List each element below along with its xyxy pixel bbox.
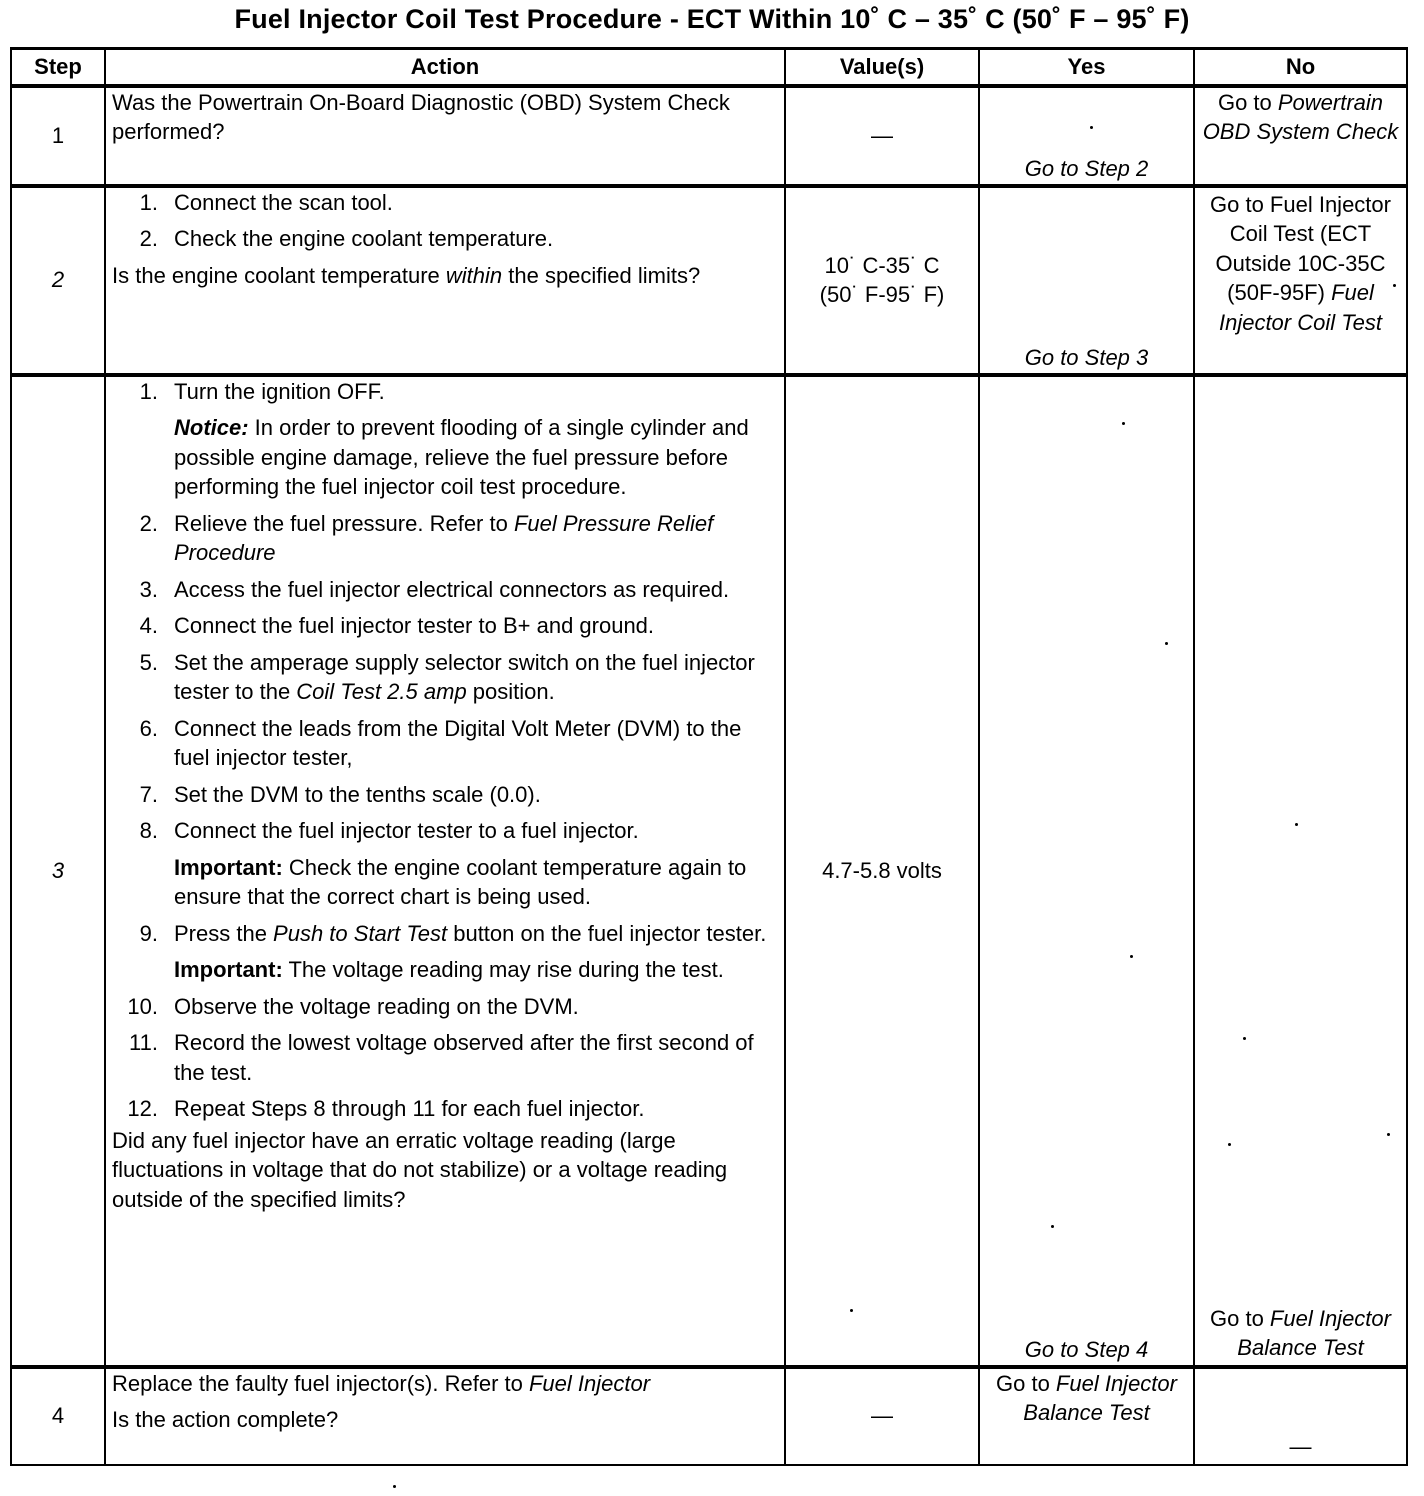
page-title: Fuel Injector Coil Test Procedure - ECT Within 10˚ C – 35˚ C (50˚ F – 95˚ F)	[234, 4, 1190, 34]
list-item: 1. Connect the scan tool.	[139, 189, 393, 215]
list-item: 5. Set the amperage supply selector switch on the fuel injector tester to the Coil Test 2.5 amp position.	[139, 649, 755, 704]
no-cell	[1194, 186, 1407, 375]
header-row	[11, 49, 1407, 86]
scan-speck	[1228, 1143, 1231, 1146]
table-row	[11, 186, 1407, 375]
value-cell: —	[785, 86, 979, 186]
substep-list	[112, 919, 778, 949]
no-cell: —	[1194, 1367, 1407, 1465]
list-item: 7. Set the DVM to the tenths scale (0.0).	[139, 781, 541, 807]
list-item: 6. Connect the leads from the Digital Volt Meter (DVM) to the fuel injector tester,	[139, 715, 742, 770]
substep-list	[112, 188, 778, 254]
value-cell: —	[785, 1367, 979, 1465]
scan-speck	[1122, 422, 1125, 425]
question-text: Was the Powertrain On-Board Diagnostic (OBD) System Check performed?	[112, 89, 730, 144]
scan-speck	[1090, 126, 1093, 129]
no-cell	[1194, 375, 1407, 1367]
yes-cell: Go to Step 4	[979, 375, 1194, 1367]
scan-speck	[1393, 284, 1396, 287]
important-note: Important: Check the engine coolant temperature again to ensure that the correct chart is being used.	[174, 854, 747, 909]
link-text[interactable]: Fuel Pressure Relief Procedure	[174, 510, 714, 565]
scan-speck	[1387, 1133, 1390, 1136]
notice-note: Notice: In order to prevent flooding of a single cylinder and possible engine damage, relieve the fuel pressure before performing the fuel injector coil test procedure.	[174, 415, 749, 499]
yes-cell: Go to Fuel Injector Balance Test	[979, 1367, 1194, 1465]
header-values: Value(s)	[785, 49, 979, 86]
no-cell	[1194, 86, 1407, 186]
yes-cell: Go to Step 3	[979, 186, 1194, 375]
list-item: 1. Turn the ignition OFF.	[139, 378, 385, 404]
value-cell: 4.7-5.8 volts	[785, 375, 979, 1367]
step-number: 1	[11, 86, 105, 186]
step-number: 2	[11, 186, 105, 375]
table-row	[11, 375, 1407, 1367]
question-text: Is the engine coolant temperature within the specified limits?	[112, 262, 701, 288]
scan-speck	[1051, 1225, 1054, 1228]
no-link[interactable]: Powertrain OBD System Check	[1202, 89, 1399, 144]
substep-list	[112, 377, 778, 407]
list-item: 10. Observe the voltage reading on the DVM.	[127, 993, 579, 1019]
header-step: Step	[11, 49, 105, 86]
action-cell	[105, 86, 785, 186]
list-item: 11. Record the lowest voltage observed after the first second of the test.	[129, 1030, 754, 1085]
scan-speck	[1295, 823, 1298, 826]
question-text: Is the action complete?	[112, 1407, 339, 1432]
link-text[interactable]: Fuel Injector	[528, 1370, 651, 1396]
header-no: No	[1194, 49, 1407, 86]
action-cell	[105, 186, 785, 375]
no-prefix: Go to	[1210, 1305, 1270, 1331]
no-prefix: Go to Fuel Injector Coil Test (ECT Outside 10C-35C (50F-95F)	[1210, 191, 1391, 305]
header-yes: Yes	[979, 49, 1194, 86]
no-prefix: Go to	[1217, 89, 1278, 115]
step-number: 3	[11, 375, 105, 1367]
list-item: 3. Access the fuel injector electrical connectors as required.	[139, 576, 730, 602]
procedure-table	[10, 47, 1408, 1466]
yes-cell: Go to Step 2	[979, 86, 1194, 186]
list-item: 4. Connect the fuel injector tester to B+ and ground.	[139, 613, 655, 638]
scan-speck	[1243, 1037, 1246, 1040]
action-text: Replace the faulty fuel injector(s). Refer to Fuel Injector	[112, 1370, 651, 1396]
scan-speck	[393, 1485, 396, 1488]
list-item: 8. Connect the fuel injector tester to a fuel injector.	[139, 818, 639, 843]
scan-speck	[1130, 955, 1133, 958]
step-number: 4	[11, 1367, 105, 1465]
list-item: 2. Relieve the fuel pressure. Refer to Fuel Pressure Relief Procedure	[139, 510, 714, 565]
important-note: Important: The voltage reading may rise during the test.	[174, 957, 724, 982]
table-row	[11, 86, 1407, 186]
yes-link[interactable]: Fuel Injector Balance Test	[1023, 1370, 1177, 1425]
list-item: 9. Press the Push to Start Test button on the fuel injector tester.	[139, 920, 767, 946]
question-text: Did any fuel injector have an erratic voltage reading (large fluctuations in voltage that do not stabilize) or a voltage reading outside of the specified limits?	[112, 1127, 728, 1212]
substep-list	[112, 509, 778, 846]
action-cell	[105, 375, 785, 1367]
scan-speck	[850, 1309, 853, 1312]
table-row	[11, 1367, 1407, 1465]
action-cell	[105, 1367, 785, 1465]
substep-list	[112, 992, 778, 1124]
list-item: 2. Check the engine coolant temperature.	[139, 226, 554, 251]
no-link[interactable]: Fuel Injector Balance Test	[1237, 1305, 1391, 1360]
header-action: Action	[105, 49, 785, 86]
list-item: 12. Repeat Steps 8 through 11 for each fuel injector.	[127, 1096, 645, 1121]
value-cell: 10˙ C-35˙ C (50˙ F-95˙ F)	[785, 186, 979, 375]
no-link[interactable]: Fuel Injector Coil Test	[1218, 280, 1383, 335]
scan-speck	[1165, 642, 1168, 645]
